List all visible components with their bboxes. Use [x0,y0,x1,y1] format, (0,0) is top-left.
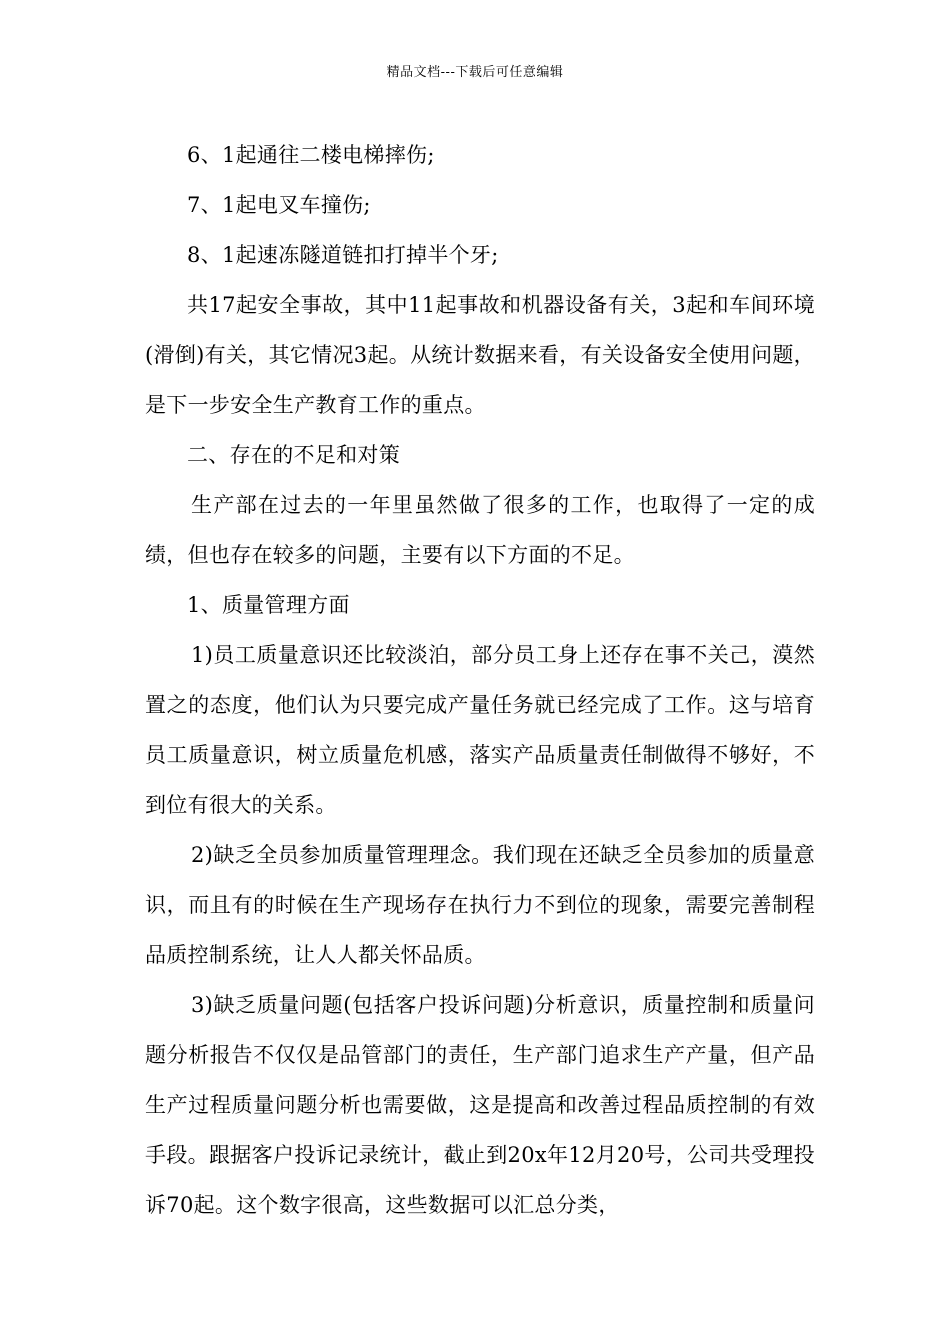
subsection-heading-quality: 1、质量管理方面 [187,593,350,617]
paragraph-point-3: 3)缺乏质量问题(包括客户投诉问题)分析意识，质量控制和质量问题分析报告不仅仅是品管部门的责任，生产部门追求生产产量，但产品生产过程质量问题分析也需要做，这是提高和改善过程品质控制的有效手段。跟据客户投诉记录统计，截止到20x年12月20号，公司共受理投诉70起。这个数字很高，这些数据可以汇总分类， [145,993,815,1217]
paragraph-point-1: 1)员工质量意识还比较淡泊，部分员工身上还存在事不关己，漠然置之的态度，他们认为只要完成产量任务就已经完成了工作。这与培育员工质量意识，树立质量危机感，落实产品质量责任制做得不够好，不到位有很大的关系。 [145,643,815,817]
paragraph-intro-shortcomings: 生产部在过去的一年里虽然做了很多的工作，也取得了一定的成绩，但也存在较多的问题，主要有以下方面的不足。 [145,493,815,567]
paragraph-accident-summary: 共17起安全事故，其中11起事故和机器设备有关，3起和车间环境(滑倒)有关，其它情况3起。从统计数据来看，有关设备安全使用问题，是下一步安全生产教育工作的重点。 [145,293,815,417]
paragraph-point-2: 2)缺乏全员参加质量管理理念。我们现在还缺乏全员参加的质量意识，而且有的时候在生产现场存在执行力不到位的现象，需要完善制程品质控制系统，让人人都关怀品质。 [145,843,815,967]
section-heading-shortcomings: 二、存在的不足和对策 [187,443,400,467]
document-body [145,130,815,1230]
paragraph-item-7: 7、1起电叉车撞伤; [187,193,371,217]
page-header: 精品文档---下载后可任意编辑 [386,65,564,80]
paragraph-item-6: 6、1起通往二楼电梯摔伤; [187,143,435,167]
paragraph-item-8: 8、1起速冻隧道链扣打掉半个牙; [187,243,499,267]
